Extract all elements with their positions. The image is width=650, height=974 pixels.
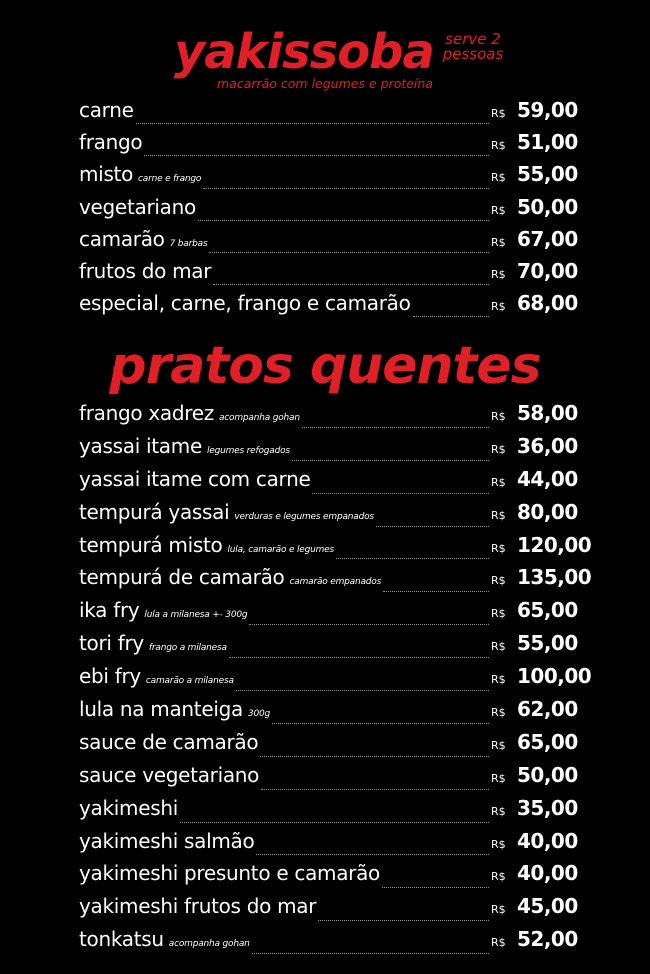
menu-item-name: yakimeshi salmão	[79, 828, 255, 853]
menu-item	[79, 434, 589, 467]
dotted-leader	[260, 755, 489, 757]
dotted-leader	[413, 315, 489, 317]
menu-item-name: tempurá misto	[79, 532, 223, 557]
menu-item-price: 55,00	[517, 631, 578, 656]
menu-item-name: sauce vegetariano	[79, 762, 260, 787]
menu-item-name: tori fry	[79, 631, 144, 656]
dotted-leader	[144, 154, 489, 156]
currency-symbol: R$	[491, 706, 506, 720]
dotted-leader	[198, 219, 489, 221]
menu-item-price: 65,00	[517, 598, 578, 623]
currency-symbol: R$	[491, 139, 506, 153]
currency-symbol: R$	[491, 442, 506, 456]
currency-symbol: R$	[491, 837, 506, 851]
section-subtitle-yakissoba: macarrão com legumes e proteína	[216, 76, 433, 91]
currency-symbol: R$	[491, 410, 506, 423]
menu-item-price: 100,00	[517, 664, 592, 689]
menu-item-name: yassai itame com carne	[79, 466, 311, 491]
menu-item-price: 50,00	[517, 194, 578, 219]
menu-item	[79, 259, 589, 291]
yakissoba-header	[0, 24, 650, 90]
menu-item	[79, 730, 589, 763]
menu-item-name: misto	[79, 162, 134, 187]
menu-item	[79, 98, 589, 130]
currency-symbol: R$	[491, 673, 506, 687]
menu-item	[79, 401, 589, 434]
dotted-leader	[318, 919, 489, 921]
menu-item-name: tempurá de camarão	[79, 565, 285, 590]
menu-item	[79, 195, 589, 227]
menu-item-name: yakimeshi	[79, 795, 178, 820]
currency-symbol: R$	[491, 171, 506, 185]
dotted-leader	[180, 821, 489, 823]
menu-item-note: carne e frango	[138, 174, 202, 185]
currency-symbol: R$	[491, 804, 506, 818]
menu-item-name: especial, carne, frango e camarão	[79, 291, 411, 316]
menu-item-price: 40,00	[517, 828, 578, 853]
dotted-leader	[256, 853, 489, 855]
dotted-leader	[272, 722, 489, 724]
currency-symbol: R$	[491, 203, 506, 217]
menu-item-name: ebi fry	[79, 664, 141, 689]
menu-item-note: verduras e legumes empanados	[234, 511, 374, 522]
dotted-leader	[213, 283, 489, 285]
dotted-leader	[292, 459, 489, 461]
currency-symbol: R$	[491, 771, 506, 785]
menu-item-name: ika fry	[79, 598, 140, 623]
dotted-leader	[229, 656, 489, 658]
menu-item	[79, 227, 589, 259]
menu-item-price: 58,00	[517, 401, 578, 425]
yakissoba-list	[79, 98, 589, 323]
menu-item-name: carne	[79, 98, 134, 122]
menu-item-name: tonkatsu	[79, 927, 164, 952]
dotted-leader	[302, 426, 489, 428]
dotted-leader	[203, 187, 489, 189]
menu-item-name: tempurá yassai	[79, 499, 230, 524]
menu-item-name: sauce de camarão	[79, 729, 259, 754]
currency-symbol: R$	[491, 267, 506, 281]
menu-item	[79, 130, 589, 162]
menu-item-note: 300g	[247, 709, 271, 720]
menu-item-price: 50,00	[517, 762, 578, 787]
menu-item	[79, 697, 589, 730]
menu-item	[79, 894, 589, 927]
menu-item-price: 55,00	[517, 162, 578, 187]
menu-item-price: 44,00	[517, 466, 578, 491]
menu-item-note: lula, camarão e legumes	[227, 544, 335, 555]
menu-item	[79, 796, 589, 829]
menu-item-price: 35,00	[517, 795, 578, 820]
currency-symbol: R$	[491, 903, 506, 917]
menu-item-note: frango a milanesa	[148, 643, 227, 654]
menu-item	[79, 664, 592, 697]
menu-item	[79, 927, 589, 960]
menu-item-price: 51,00	[517, 130, 578, 155]
currency-symbol: R$	[491, 607, 506, 621]
menu-item-note: acompanha gohan	[168, 939, 250, 950]
pratos-quentes-list	[79, 401, 592, 960]
currency-symbol: R$	[491, 235, 506, 249]
menu-item-name: yassai itame	[79, 433, 202, 458]
section-title-pratos-quentes: pratos quentes	[109, 336, 541, 396]
menu-item-price: 36,00	[517, 433, 578, 458]
menu-item-price: 68,00	[517, 291, 578, 316]
menu-item	[79, 763, 589, 796]
dotted-leader	[376, 525, 489, 527]
dotted-leader	[209, 251, 489, 253]
menu-item	[79, 291, 589, 323]
menu-item-price: 80,00	[517, 499, 578, 524]
dotted-leader	[236, 689, 489, 691]
menu-item	[79, 631, 589, 664]
dotted-leader	[336, 557, 489, 559]
menu-item-note: camarão empanados	[289, 577, 382, 588]
serves-line-2: pessoas	[442, 45, 504, 63]
menu-item-price: 135,00	[517, 565, 592, 590]
menu-item	[79, 532, 592, 566]
currency-symbol: R$	[491, 936, 506, 950]
menu-item-name: vegetariano	[79, 194, 196, 219]
menu-item-note: lula a milanesa +- 300g	[144, 610, 248, 621]
menu-item	[79, 598, 589, 631]
currency-symbol: R$	[491, 738, 506, 752]
menu-item-price: 67,00	[517, 226, 578, 251]
menu-item	[79, 162, 589, 194]
menu-item-note: acompanha gohan	[218, 413, 300, 423]
menu-item-price: 40,00	[517, 861, 578, 886]
menu-item-name: camarão	[79, 226, 165, 251]
menu-item-name: frango	[79, 130, 143, 155]
dotted-leader	[136, 122, 489, 124]
currency-symbol: R$	[491, 574, 506, 588]
currency-symbol: R$	[491, 107, 506, 120]
menu-item	[79, 565, 592, 598]
section-title-yakissoba: yakissoba	[174, 24, 434, 80]
menu-item-name: yakimeshi frutos do mar	[79, 894, 317, 919]
dotted-leader	[383, 590, 489, 592]
menu-item-note: camarão a milanesa	[145, 676, 234, 687]
menu-item-note: legumes refogados	[206, 445, 290, 456]
dotted-leader	[261, 788, 489, 790]
dotted-leader	[382, 886, 489, 888]
dotted-leader	[252, 952, 489, 954]
menu-item	[79, 829, 589, 862]
menu-item-name: lula na manteiga	[79, 697, 243, 722]
menu-item-price: 65,00	[517, 729, 578, 754]
menu-item-note: 7 barbas	[169, 238, 208, 249]
serves-line-1: serve 2	[445, 30, 501, 48]
currency-symbol: R$	[491, 870, 506, 884]
dotted-leader	[312, 492, 489, 494]
menu-item	[79, 500, 589, 533]
currency-symbol: R$	[491, 640, 506, 654]
dotted-leader	[249, 623, 489, 625]
menu-item-price: 52,00	[517, 927, 578, 952]
menu-item-price: 59,00	[517, 98, 578, 122]
menu-item	[79, 861, 589, 894]
menu-item-price: 120,00	[517, 532, 592, 557]
menu-item	[79, 467, 589, 500]
menu-item-price: 70,00	[517, 258, 578, 283]
currency-symbol: R$	[491, 300, 506, 314]
currency-symbol: R$	[491, 475, 506, 489]
serves-note	[438, 32, 508, 62]
menu-item-name: frutos do mar	[79, 258, 212, 283]
currency-symbol: R$	[491, 508, 506, 522]
menu-item-name: yakimeshi presunto e camarão	[79, 861, 380, 886]
currency-symbol: R$	[491, 541, 506, 555]
menu-item-price: 45,00	[517, 894, 578, 919]
menu-item-price: 62,00	[517, 697, 578, 722]
menu-item-name: frango xadrez	[79, 401, 214, 425]
